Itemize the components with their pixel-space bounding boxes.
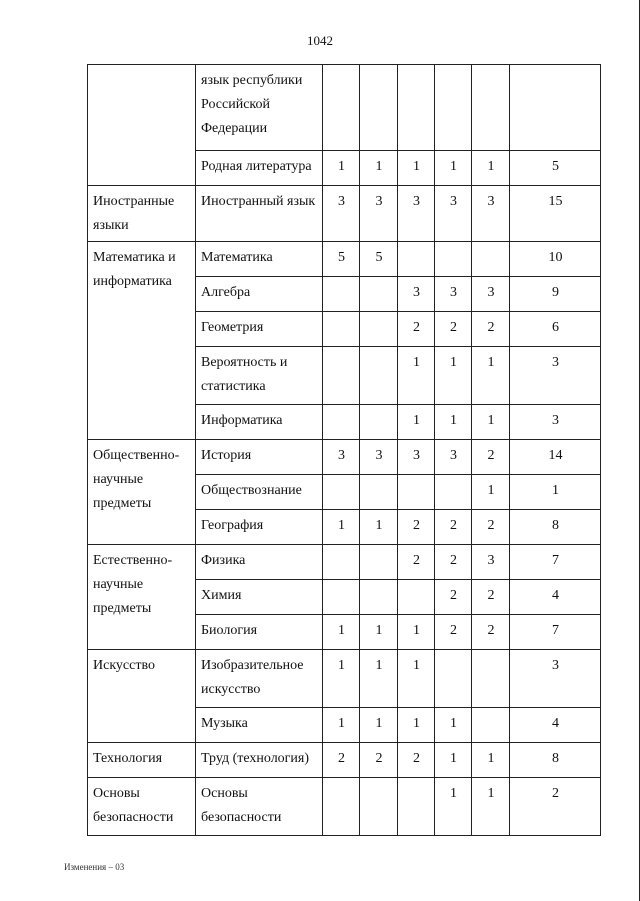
footer-note: Изменения – 03 [64, 862, 125, 872]
grade-hours-cell: 1 [398, 151, 435, 186]
grade-hours-cell: 1 [398, 650, 435, 708]
table-row [88, 186, 601, 242]
grade-hours-cell [360, 475, 398, 510]
grade-hours-cell [360, 65, 398, 151]
subject-cell: Алгебра [196, 277, 323, 312]
total-hours-cell: 8 [510, 510, 601, 545]
grade-hours-cell [435, 650, 472, 708]
grade-hours-cell [360, 405, 398, 440]
grade-hours-cell [323, 545, 360, 580]
table-row [88, 65, 601, 151]
grade-hours-cell: 2 [435, 510, 472, 545]
grade-hours-cell [323, 778, 360, 836]
subject-cell: Физика [196, 545, 323, 580]
grade-hours-cell [360, 347, 398, 405]
subject-area-cell: Общественно-научные предметы [88, 440, 196, 545]
grade-hours-cell [398, 580, 435, 615]
subject-cell: язык республики Российской Федерации [196, 65, 323, 151]
grade-hours-cell: 1 [435, 347, 472, 405]
grade-hours-cell [435, 475, 472, 510]
grade-hours-cell: 1 [323, 615, 360, 650]
total-hours-cell [510, 65, 601, 151]
grade-hours-cell: 2 [398, 510, 435, 545]
grade-hours-cell: 1 [323, 650, 360, 708]
grade-hours-cell [472, 708, 510, 743]
grade-hours-cell: 1 [472, 778, 510, 836]
grade-hours-cell [360, 545, 398, 580]
grade-hours-cell: 1 [398, 405, 435, 440]
subject-cell: Математика [196, 242, 323, 277]
grade-hours-cell [472, 242, 510, 277]
grade-hours-cell: 1 [360, 708, 398, 743]
total-hours-cell: 4 [510, 708, 601, 743]
grade-hours-cell: 2 [398, 743, 435, 778]
grade-hours-cell [472, 650, 510, 708]
grade-hours-cell: 2 [323, 743, 360, 778]
table-row [88, 545, 601, 580]
subject-area-cell: Математика и информатика [88, 242, 196, 440]
table-row [88, 242, 601, 277]
subject-cell: Информатика [196, 405, 323, 440]
grade-hours-cell: 1 [323, 510, 360, 545]
total-hours-cell: 1 [510, 475, 601, 510]
grade-hours-cell: 5 [360, 242, 398, 277]
grade-hours-cell: 2 [472, 615, 510, 650]
subject-area-cell: Искусство [88, 650, 196, 743]
total-hours-cell: 15 [510, 186, 601, 242]
table-row [88, 440, 601, 475]
total-hours-cell: 2 [510, 778, 601, 836]
grade-hours-cell: 2 [435, 615, 472, 650]
grade-hours-cell: 1 [435, 708, 472, 743]
grade-hours-cell: 1 [398, 708, 435, 743]
grade-hours-cell: 3 [360, 186, 398, 242]
grade-hours-cell [323, 580, 360, 615]
grade-hours-cell: 3 [360, 440, 398, 475]
grade-hours-cell: 2 [360, 743, 398, 778]
subject-area-cell: Основы безопасности [88, 778, 196, 836]
curriculum-table [87, 64, 601, 836]
total-hours-cell: 3 [510, 347, 601, 405]
subject-cell: Биология [196, 615, 323, 650]
grade-hours-cell: 3 [435, 440, 472, 475]
grade-hours-cell: 2 [435, 312, 472, 347]
grade-hours-cell: 1 [472, 347, 510, 405]
subject-area-cell: Технология [88, 743, 196, 778]
grade-hours-cell: 1 [360, 151, 398, 186]
grade-hours-cell: 2 [472, 440, 510, 475]
page-number: 1042 [307, 33, 333, 48]
grade-hours-cell: 5 [323, 242, 360, 277]
subject-cell: Музыка [196, 708, 323, 743]
grade-hours-cell: 3 [472, 186, 510, 242]
table-row [88, 743, 601, 778]
total-hours-cell: 4 [510, 580, 601, 615]
grade-hours-cell [435, 242, 472, 277]
subject-cell: Труд (технология) [196, 743, 323, 778]
total-hours-cell: 6 [510, 312, 601, 347]
grade-hours-cell [398, 778, 435, 836]
grade-hours-cell [398, 65, 435, 151]
grade-hours-cell [472, 65, 510, 151]
subject-cell: Химия [196, 580, 323, 615]
subject-cell: Иностранный язык [196, 186, 323, 242]
grade-hours-cell [398, 242, 435, 277]
subject-cell: Обществознание [196, 475, 323, 510]
grade-hours-cell [398, 475, 435, 510]
subject-cell: История [196, 440, 323, 475]
grade-hours-cell: 1 [398, 347, 435, 405]
grade-hours-cell: 3 [435, 277, 472, 312]
grade-hours-cell [323, 277, 360, 312]
table-body [88, 65, 601, 836]
grade-hours-cell: 1 [360, 615, 398, 650]
total-hours-cell: 5 [510, 151, 601, 186]
grade-hours-cell: 3 [323, 440, 360, 475]
grade-hours-cell: 1 [472, 475, 510, 510]
grade-hours-cell: 2 [398, 545, 435, 580]
grade-hours-cell: 3 [398, 186, 435, 242]
total-hours-cell: 7 [510, 615, 601, 650]
grade-hours-cell: 3 [435, 186, 472, 242]
grade-hours-cell: 1 [472, 405, 510, 440]
grade-hours-cell: 1 [435, 151, 472, 186]
grade-hours-cell [323, 312, 360, 347]
grade-hours-cell [360, 580, 398, 615]
subject-area-cell [88, 65, 196, 186]
grade-hours-cell [323, 65, 360, 151]
grade-hours-cell: 1 [323, 151, 360, 186]
subject-area-cell: Иностранные языки [88, 186, 196, 242]
subject-cell: Вероятность и статистика [196, 347, 323, 405]
total-hours-cell: 8 [510, 743, 601, 778]
total-hours-cell: 3 [510, 650, 601, 708]
grade-hours-cell [360, 277, 398, 312]
grade-hours-cell: 2 [435, 580, 472, 615]
grade-hours-cell: 2 [472, 510, 510, 545]
subject-cell: Основы безопасности [196, 778, 323, 836]
grade-hours-cell: 1 [435, 743, 472, 778]
total-hours-cell: 10 [510, 242, 601, 277]
grade-hours-cell [435, 65, 472, 151]
grade-hours-cell: 3 [472, 545, 510, 580]
grade-hours-cell: 2 [472, 580, 510, 615]
grade-hours-cell: 3 [323, 186, 360, 242]
grade-hours-cell: 1 [360, 650, 398, 708]
grade-hours-cell: 2 [435, 545, 472, 580]
grade-hours-cell: 1 [472, 151, 510, 186]
grade-hours-cell: 3 [398, 277, 435, 312]
total-hours-cell: 14 [510, 440, 601, 475]
subject-cell: Изобразительное искусство [196, 650, 323, 708]
total-hours-cell: 7 [510, 545, 601, 580]
subject-cell: Геометрия [196, 312, 323, 347]
grade-hours-cell: 3 [398, 440, 435, 475]
subject-area-cell: Естественно-научные предметы [88, 545, 196, 650]
total-hours-cell: 3 [510, 405, 601, 440]
subject-cell: Родная литература [196, 151, 323, 186]
grade-hours-cell: 1 [435, 405, 472, 440]
table-row [88, 778, 601, 836]
grade-hours-cell: 1 [323, 708, 360, 743]
grade-hours-cell [360, 312, 398, 347]
grade-hours-cell: 1 [360, 510, 398, 545]
subject-cell: География [196, 510, 323, 545]
grade-hours-cell: 1 [398, 615, 435, 650]
grade-hours-cell: 2 [472, 312, 510, 347]
grade-hours-cell: 1 [435, 778, 472, 836]
total-hours-cell: 9 [510, 277, 601, 312]
grade-hours-cell: 2 [398, 312, 435, 347]
grade-hours-cell [360, 778, 398, 836]
grade-hours-cell: 1 [472, 743, 510, 778]
grade-hours-cell: 3 [472, 277, 510, 312]
grade-hours-cell [323, 405, 360, 440]
grade-hours-cell [323, 347, 360, 405]
table-row [88, 650, 601, 708]
grade-hours-cell [323, 475, 360, 510]
